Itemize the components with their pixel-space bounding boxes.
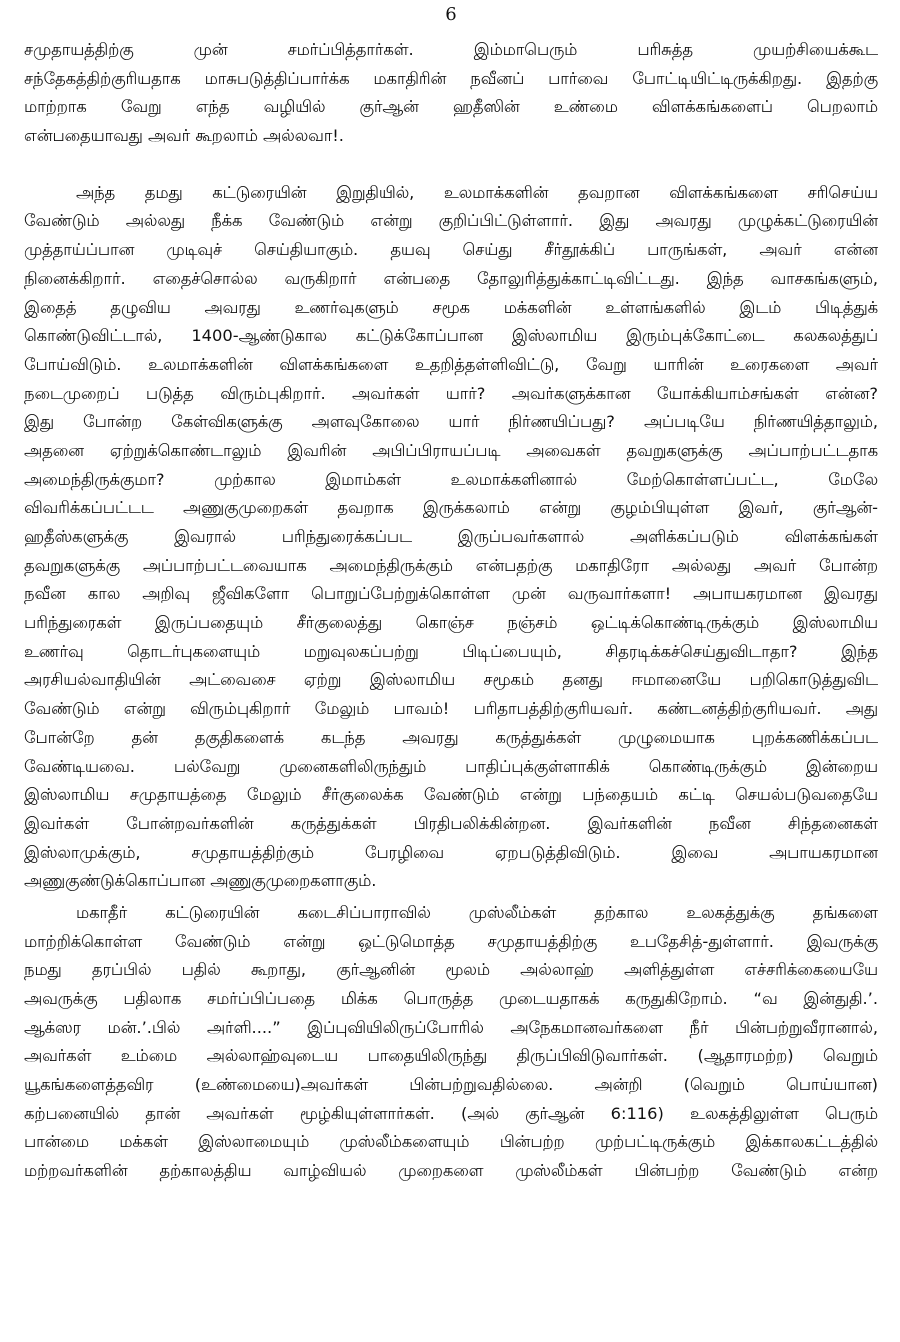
text-line: அவருக்கு பதிலாக சமர்ப்பிப்பதை மிக்க பொருத்த முடையதாகக் கருதுகிறோம். “வ இன்துதி.’. <box>24 989 878 1008</box>
text-line: பான்மை மக்கள் இஸ்லாமையும் முஸ்லீம்களையும் பின்பற்ற முற்பட்டிருக்கும் இக்காலகட்டத்தில் <box>24 1132 878 1152</box>
text-line: தவறுகளுக்கு அப்பாற்பட்டவையாக அமைந்திருக்கும் என்பதற்கு மகாதிரோ அல்லது அவர் போன்ற <box>24 555 878 575</box>
text-line: என்பதையாவது அவர் கூறலாம் அல்லவா!. <box>24 126 344 146</box>
text-line: முத்தாய்ப்பான முடிவுச் செய்தியாகும். தயவு செய்து சீர்தூக்கிப் பாருங்கள், அவர் என்ன <box>24 240 878 260</box>
body-text <box>24 36 878 1186</box>
text-line: மாற்றிக்கொள்ள வேண்டும் என்று ஒட்டுமொத்த சமுதாயத்திற்கு உபதேசித்-துள்ளார். இவருக்கு <box>24 931 878 951</box>
paragraph-gap <box>24 151 878 179</box>
text-line: மற்றவர்களின் தற்காலத்திய வாழ்வியல் முறைகளை முஸ்லீம்கள் பின்பற்ற வேண்டும் என்ற <box>24 1161 878 1181</box>
text-line: நினைக்கிறார். எதைச்சொல்ல வருகிறார் என்பதை தோலுரித்துக்காட்டிவிட்டது. இந்த வாசகங்களும், <box>24 268 878 288</box>
text-line: பரிந்துரைகள் இருப்பதையும் சீர்குலைத்து கொஞ்ச நஞ்சம் ஒட்டிக்கொண்டிருக்கும் இஸ்லாமிய <box>24 613 878 633</box>
text-line: அணுகுண்டுக்கொப்பான அணுகுமுறைகளாகும். <box>24 871 377 891</box>
text-line: அமைந்திருக்குமா? முற்கால இமாம்கள் உலமாக்களினால் மேற்கொள்ளப்பட்ட, மேலே <box>24 469 878 489</box>
text-line: ஆக்ஸர மன்.’.பில் அர்ளி....” இப்புவியிலிருப்போரில் அநேகமானவர்களை நீர் பின்பற்றுவீரானால், <box>24 1017 878 1037</box>
text-line: சந்தேகத்திற்குரியதாக மாசுபடுத்திப்பார்க்க மகாதிரின் நவீனப் பார்வை போட்டியிட்டிருக்கிறது. இதற்கு <box>24 68 878 88</box>
paragraph-3 <box>24 899 878 1186</box>
text-line: நமது தரப்பில் பதில் கூறாது, குர்ஆனின் மூலம் அல்லாஹ் அளித்துள்ள எச்சரிக்கையையே <box>24 960 878 980</box>
text-line: அந்த தமது கட்டுரையின் இறுதியில், உலமாக்களின் தவறான விளக்கங்களை சரிசெய்ய <box>76 182 878 202</box>
text-line: இஸ்லாமிய சமுதாயத்தை மேலும் சீர்குலைக்க வேண்டும் என்று பந்தையம் கட்டி செயல்படுவதையே <box>24 785 878 805</box>
text-line: வேண்டியவை. பல்வேறு முனைகளிலிருந்தும் பாதிப்புக்குள்ளாகிக் கொண்டிருக்கும் இன்றைய <box>24 756 878 776</box>
text-line: போய்விடும். உலமாக்களின் விளக்கங்களை உதறித்தள்ளிவிட்டு, வேறு யாரின் உரைகளை அவர் <box>24 354 878 374</box>
text-line: சமுதாயத்திற்கு முன் சமர்ப்பித்தார்கள். இம்மாபெரும் பரிசுத்த முயற்சியைக்கூட <box>24 40 878 59</box>
page-number: 6 <box>445 4 457 25</box>
document-page <box>24 0 878 1342</box>
text-line: உணர்வு தொடர்புகளையும் மறுவுலகப்பற்று பிடிப்பையும், சிதரடிக்கச்செய்துவிடாதா? இந்த <box>24 641 878 661</box>
text-line: மகாதீர் கட்டுரையின் கடைசிப்பாராவில் முஸ்லீம்கள் தற்கால உலகத்துக்கு தங்களை <box>76 902 878 922</box>
text-line: இதைத் தழுவிய அவரது உணர்வுகளும் சமூக மக்களின் உள்ளங்களில் இடம் பிடித்துக் <box>24 297 878 317</box>
text-line: அரசியல்வாதியின் அட்வைசை ஏற்று இஸ்லாமிய சமூகம் தனது ஈமானையே பறிகொடுத்துவிட <box>24 670 878 690</box>
text-line: விவரிக்கப்பட்டட அணுகுமுறைகள் தவறாக இருக்கலாம் என்று குழம்பியுள்ள இவர், குர்ஆன்- <box>24 498 878 518</box>
text-line: வேண்டும் என்று விரும்புகிறார் மேலும் பாவம்! பரிதாபத்திற்குரியவர். கண்டனத்திற்குரியவர். அது <box>24 699 878 719</box>
text-line: இவர்கள் போன்றவர்களின் கருத்துக்கள் பிரதிபலிக்கின்றன. இவர்களின் நவீன சிந்தனைகள் <box>24 813 878 833</box>
text-line: அதனை ஏற்றுக்கொண்டாலும் இவரின் அபிப்பிராயப்படி அவைகள் தவறுகளுக்கு அப்பாற்பட்டதாக <box>24 440 878 460</box>
text-line: யூகங்களைத்தவிர (உண்மையை)அவர்கள் பின்பற்றுவதில்லை. அன்றி (வெறும் பொய்யான) <box>24 1075 878 1095</box>
text-line: இஸ்லாமுக்கும், சமுதாயத்திற்கும் பேரழிவை ஏறபடுத்திவிடும். இவை அபாயகரமான <box>24 842 878 862</box>
text-line: போன்றே தன் தகுதிகளைக் கடந்த அவரது கருத்துக்கள் முழுமையாக புறக்கணிக்கப்பட <box>24 727 878 747</box>
text-line: நடைமுறைப் படுத்த விரும்புகிறார். அவர்கள் யார்? அவர்களுக்கான யோக்கியாம்சங்கள் என்ன? <box>24 383 878 403</box>
text-line: வேண்டும் அல்லது நீக்க வேண்டும் என்று குறிப்பிட்டுள்ளார். இது அவரது முழுக்கட்டுரையின் <box>24 211 878 231</box>
text-line: ஹதீஸ்களுக்கு இவரால் பரிந்துரைக்கப்பட இருப்பவர்களால் அளிக்கப்படும் விளக்கங்கள் <box>24 527 878 546</box>
text-line: அவர்கள் உம்மை அல்லாஹ்வுடைய பாதையிலிருந்து திருப்பிவிடுவார்கள். (ஆதாரமற்ற) வெறும் <box>24 1046 878 1066</box>
text-line: மாற்றாக வேறு எந்த வழியில் குர்ஆன் ஹதீஸின் உண்மை விளக்கங்களைப் பெறலாம் <box>24 97 878 117</box>
text-line: இது போன்ற கேள்விகளுக்கு அளவுகோலை யார் நிர்ணயிப்பது? அப்படியே நிர்ணயித்தாலும், <box>24 412 878 432</box>
text-line: கொண்டுவிட்டால், 1400-ஆண்டுகால கட்டுக்கோப்பான இஸ்லாமிய இரும்புக்கோட்டை கலகலத்துப் <box>24 326 878 346</box>
paragraph-2 <box>24 179 878 896</box>
text-line: நவீன கால அறிவு ஜீவிகளோ பொறுப்பேற்றுக்கொள்ள முன் வருவார்களா! அபாயகரமான இவரது <box>24 584 878 604</box>
paragraph-1 <box>24 36 878 151</box>
text-line: கற்பனையில் தான் அவர்கள் மூழ்கியுள்ளார்கள். (அல் குர்ஆன் 6:116) உலகத்திலுள்ள பெரும் <box>24 1103 878 1123</box>
